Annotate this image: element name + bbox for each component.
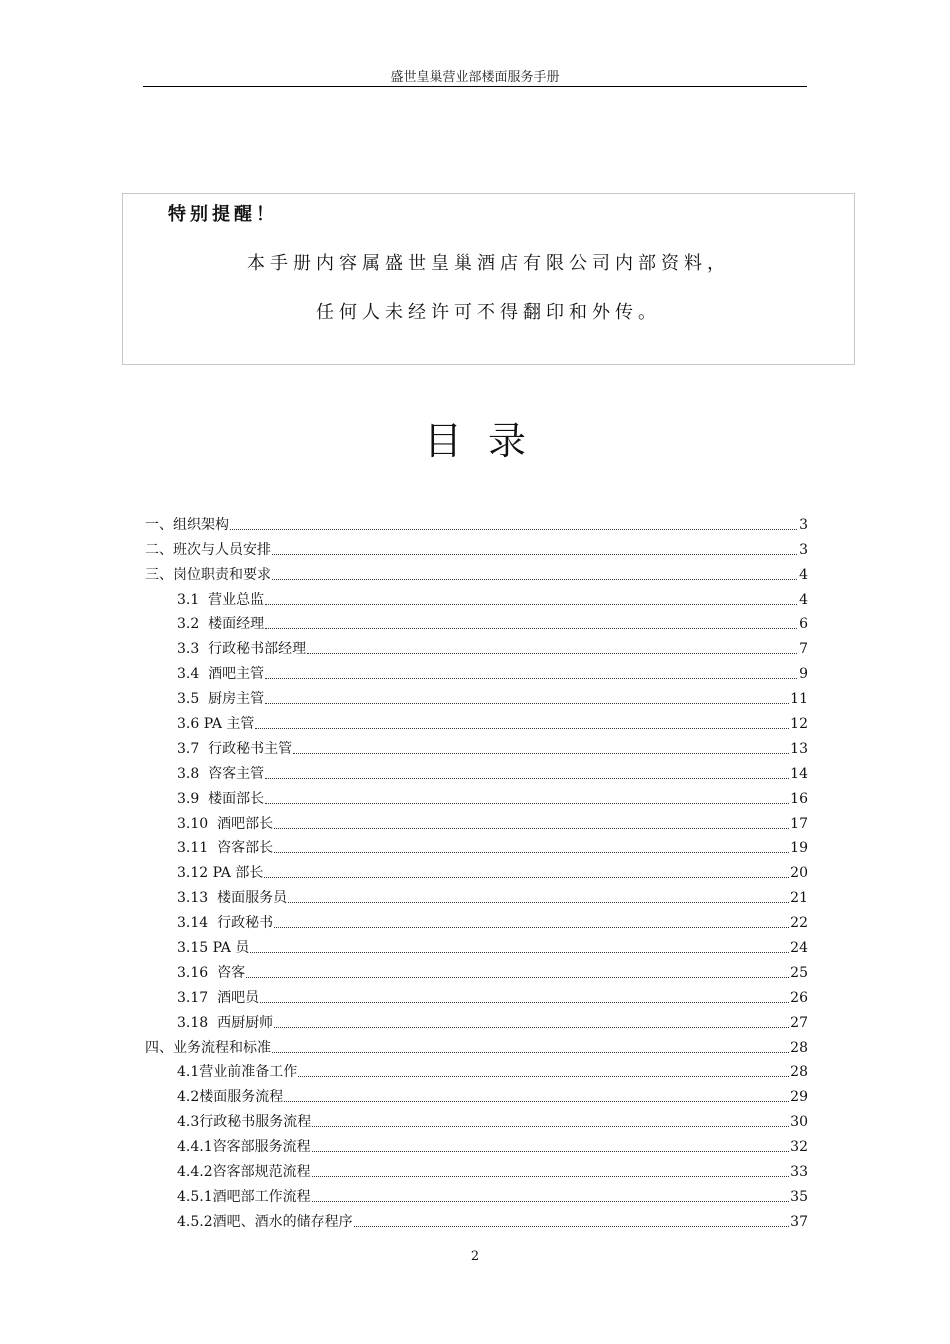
toc-entry-label: 二、班次与人员安排 xyxy=(145,541,271,558)
toc-entry-page: 4 xyxy=(799,591,808,608)
toc-leader-dots xyxy=(312,1151,790,1152)
toc-entry[interactable] xyxy=(145,1032,808,1057)
toc-entry[interactable] xyxy=(145,708,808,733)
toc-entry[interactable] xyxy=(145,907,808,932)
toc-entry-page: 11 xyxy=(790,691,808,708)
toc-leader-dots xyxy=(265,628,797,629)
toc-entry-page: 17 xyxy=(790,815,808,832)
toc-entry-label: 3.18 西厨厨师 xyxy=(177,1014,274,1031)
toc-leader-dots xyxy=(255,728,789,729)
notice-line-2: 任何人未经许可不得翻印和外传。 xyxy=(316,302,661,323)
toc-entry[interactable] xyxy=(145,932,808,957)
toc-entry-label: 3.14 行政秘书 xyxy=(177,915,274,932)
notice-line-1: 本手册内容属盛世皇巢酒店有限公司内部资料， xyxy=(247,253,730,274)
toc-entry-label: 三、岗位职责和要求 xyxy=(145,566,271,583)
toc-entry-label: 4.4.1咨客部服务流程 xyxy=(177,1139,311,1156)
toc-entry-page: 6 xyxy=(799,616,808,633)
toc-entry[interactable] xyxy=(145,633,808,658)
toc-entry[interactable] xyxy=(145,1106,808,1131)
toc-entry-page: 30 xyxy=(790,1114,808,1131)
toc-entry[interactable] xyxy=(145,882,808,907)
toc-entry-label: 3.9 楼面部长 xyxy=(177,790,265,807)
toc-leader-dots xyxy=(250,952,789,953)
toc-leader-dots xyxy=(312,1126,789,1127)
toc-entry-label: 3.17 酒吧员 xyxy=(177,989,260,1006)
page-number: 2 xyxy=(470,1249,480,1264)
toc-entry-page: 16 xyxy=(790,790,808,807)
toc-leader-dots xyxy=(274,1027,789,1028)
toc-entry-page: 9 xyxy=(799,666,808,683)
toc-entry[interactable] xyxy=(145,559,808,584)
toc-leader-dots xyxy=(312,1201,790,1202)
toc-entry-page: 20 xyxy=(790,865,808,882)
toc-leader-dots xyxy=(274,852,789,853)
page-header: 盛世皇巢营业部楼面服务手册 xyxy=(390,70,560,85)
toc-entry-label: 3.11 咨客部长 xyxy=(177,840,274,857)
toc-leader-dots xyxy=(298,1076,789,1077)
toc-entry-page: 33 xyxy=(790,1164,808,1181)
toc-leader-dots xyxy=(265,803,789,804)
toc-entry-label: 3.4 酒吧主管 xyxy=(177,666,265,683)
toc-entry[interactable] xyxy=(145,509,808,534)
toc-leader-dots xyxy=(274,927,789,928)
header-rule xyxy=(143,86,807,87)
toc-entry-page: 25 xyxy=(790,964,808,981)
toc-entry-label: 3.13 楼面服务员 xyxy=(177,890,288,907)
toc-entry-label: 3.8 咨客主管 xyxy=(177,765,265,782)
toc-leader-dots xyxy=(230,529,797,530)
toc-entry-page: 28 xyxy=(790,1039,808,1056)
toc-entry[interactable] xyxy=(145,683,808,708)
toc-entry-label: 3.5 厨房主管 xyxy=(177,691,265,708)
toc-entry-page: 28 xyxy=(790,1064,808,1081)
notice-box xyxy=(122,193,855,365)
toc-leader-dots xyxy=(265,778,789,779)
toc-entry-label: 四、业务流程和标准 xyxy=(145,1039,271,1056)
toc-entry-page: 19 xyxy=(790,840,808,857)
toc-entry-page: 27 xyxy=(790,1014,808,1031)
toc-entry[interactable] xyxy=(145,733,808,758)
toc-entry-label: 3.2 楼面经理 xyxy=(177,616,265,633)
toc-entry[interactable] xyxy=(145,957,808,982)
toc-entry[interactable] xyxy=(145,783,808,808)
toc-entry-label: 3.6 PA 主管 xyxy=(177,716,255,733)
toc-leader-dots xyxy=(288,902,789,903)
toc-entry-page: 21 xyxy=(790,890,808,907)
toc-leader-dots xyxy=(354,1226,790,1227)
notice-title: 特别提醒！ xyxy=(168,204,278,225)
toc-entry[interactable] xyxy=(145,534,808,559)
toc-entry-page: 29 xyxy=(790,1089,808,1106)
toc-entry[interactable] xyxy=(145,584,808,609)
toc-leader-dots xyxy=(312,1176,790,1177)
toc-entry-page: 4 xyxy=(799,566,808,583)
toc-leader-dots xyxy=(265,678,797,679)
toc-entry[interactable] xyxy=(145,1131,808,1156)
toc-entry-label: 3.3 行政秘书部经理 xyxy=(177,641,307,658)
toc-entry-page: 7 xyxy=(799,641,808,658)
toc-entry-label: 3.7 行政秘书主管 xyxy=(177,740,293,757)
toc-entry[interactable] xyxy=(145,758,808,783)
toc-entry-label: 一、组织架构 xyxy=(145,516,229,533)
toc-entry-label: 4.5.2酒吧、酒水的储存程序 xyxy=(177,1213,353,1230)
toc-entry-label: 4.1营业前准备工作 xyxy=(177,1064,298,1081)
toc-entry-page: 26 xyxy=(790,989,808,1006)
toc-entry-page: 12 xyxy=(790,716,808,733)
toc-entry[interactable] xyxy=(145,1081,808,1106)
toc-title: 目录 xyxy=(423,419,552,463)
toc-leader-dots xyxy=(293,753,789,754)
toc-entry-page: 32 xyxy=(790,1139,808,1156)
toc-leader-dots xyxy=(246,977,789,978)
toc-entry[interactable] xyxy=(145,1057,808,1082)
toc-entry-page: 3 xyxy=(799,541,808,558)
toc-entry[interactable] xyxy=(145,808,808,833)
toc-entry-page: 22 xyxy=(790,915,808,932)
toc-entry-label: 3.10 酒吧部长 xyxy=(177,815,274,832)
toc-leader-dots xyxy=(284,1101,789,1102)
toc-entry[interactable] xyxy=(145,1206,808,1231)
toc-leader-dots xyxy=(265,604,797,605)
toc-entry-label: 4.4.2咨客部规范流程 xyxy=(177,1164,311,1181)
toc-entry-label: 3.16 咨客 xyxy=(177,964,246,981)
toc-entry-page: 13 xyxy=(790,740,808,757)
toc-leader-dots xyxy=(272,579,797,580)
toc-entry-label: 4.2楼面服务流程 xyxy=(177,1089,284,1106)
toc-entry-page: 14 xyxy=(790,765,808,782)
toc-entry[interactable] xyxy=(145,658,808,683)
toc-leader-dots xyxy=(272,554,797,555)
toc-entry[interactable] xyxy=(145,609,808,634)
toc-entry[interactable] xyxy=(145,857,808,882)
toc-leader-dots xyxy=(307,653,797,654)
toc-entry-label: 3.15 PA 员 xyxy=(177,940,250,957)
toc-entry-page: 37 xyxy=(790,1213,808,1230)
toc-entry-label: 4.3行政秘书服务流程 xyxy=(177,1114,312,1131)
toc-leader-dots xyxy=(264,877,789,878)
toc-leader-dots xyxy=(265,703,789,704)
toc-entry-page: 35 xyxy=(790,1188,808,1205)
toc-entry[interactable] xyxy=(145,833,808,858)
toc-leader-dots xyxy=(272,1052,789,1053)
toc-entry[interactable] xyxy=(145,1007,808,1032)
toc-entry-label: 3.12 PA 部长 xyxy=(177,865,264,882)
toc-list xyxy=(145,509,808,1231)
toc-entry-label: 4.5.1酒吧部工作流程 xyxy=(177,1188,311,1205)
toc-entry-page: 24 xyxy=(790,940,808,957)
toc-entry[interactable] xyxy=(145,982,808,1007)
toc-leader-dots xyxy=(260,1002,789,1003)
toc-entry[interactable] xyxy=(145,1181,808,1206)
toc-leader-dots xyxy=(274,828,789,829)
toc-entry-page: 3 xyxy=(799,516,808,533)
toc-entry-label: 3.1 营业总监 xyxy=(177,591,265,608)
toc-entry[interactable] xyxy=(145,1156,808,1181)
